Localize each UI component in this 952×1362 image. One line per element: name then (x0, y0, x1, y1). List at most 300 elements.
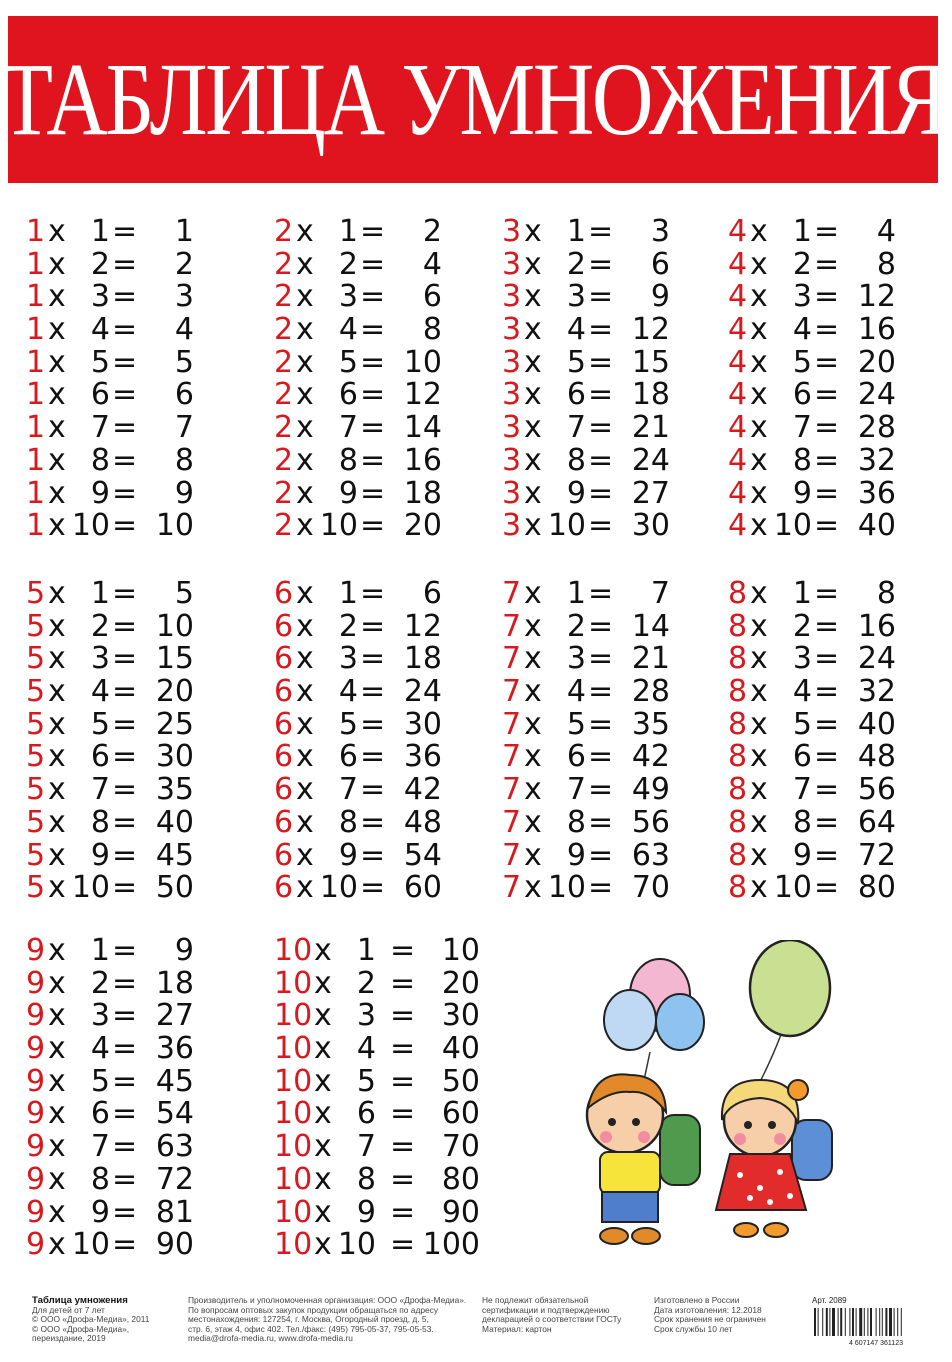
multiplier: 6 (90, 377, 110, 413)
product: 54 (403, 837, 442, 873)
factor: 7 (502, 739, 522, 775)
factor: 2 (274, 214, 294, 249)
multiplier: 8 (792, 442, 812, 478)
times-sign: x (524, 475, 542, 511)
times-sign: x (296, 804, 314, 840)
equals-sign: = (390, 1129, 416, 1165)
times-sign: x (750, 377, 768, 413)
equals-sign: = (814, 312, 840, 348)
multiplier: 2 (792, 246, 812, 282)
product: 50 (155, 870, 194, 906)
factor: 7 (502, 870, 522, 906)
title-banner (0, 16, 946, 183)
footer-line: стр. 6, этаж 4, офис 402. Тел./факс: (495) 795-05-37, 795-05-53. (188, 1323, 434, 1334)
footer-line: переиздание, 2019 (32, 1333, 106, 1344)
times-sign: x (296, 410, 314, 446)
times-sign: x (524, 706, 542, 742)
factor: 8 (728, 804, 748, 840)
times-sign: x (524, 246, 542, 282)
times-sign: x (750, 739, 768, 775)
equals-sign: = (814, 246, 840, 282)
factor: 8 (728, 706, 748, 742)
factor: 1 (26, 508, 46, 544)
factor: 2 (274, 508, 294, 544)
equals-sign: = (814, 772, 840, 808)
product: 15 (631, 344, 670, 380)
product: 40 (155, 804, 194, 840)
factor: 5 (26, 608, 46, 644)
factor: 5 (26, 576, 46, 611)
product: 20 (403, 508, 442, 544)
factor: 2 (274, 442, 294, 478)
equals-sign: = (112, 1063, 138, 1099)
product: 80 (441, 1161, 480, 1197)
product: 30 (441, 998, 480, 1034)
product: 16 (857, 312, 896, 348)
factor: 2 (274, 410, 294, 446)
times-sign: x (296, 279, 314, 315)
footer-line: декларацией о соответствии ГОСТу (482, 1314, 622, 1325)
factor: 7 (502, 837, 522, 873)
times-sign: x (48, 344, 66, 380)
product: 28 (631, 674, 670, 710)
equals-sign: = (814, 344, 840, 380)
times-sign: x (524, 739, 542, 775)
times-sign: x (296, 837, 314, 873)
equals-sign: = (112, 706, 138, 742)
equals-sign: = (360, 312, 386, 348)
product: 9 (174, 933, 194, 968)
multiplier: 8 (90, 804, 110, 840)
factor: 10 (274, 1129, 313, 1165)
product: 35 (155, 772, 194, 808)
factor: 1 (26, 214, 46, 249)
times-sign: x (48, 1194, 66, 1230)
times-sign: x (48, 870, 66, 906)
times-sign: x (524, 870, 542, 906)
multiplier: 4 (792, 312, 812, 348)
multiplier: 10 (337, 1227, 376, 1263)
equals-sign: = (390, 1161, 416, 1197)
footer-line: Производитель и уполномоченная организация: ООО «Дрофа-Медиа». (188, 1295, 467, 1305)
multiplier: 9 (338, 837, 358, 873)
factor: 1 (26, 312, 46, 348)
product: 60 (403, 870, 442, 906)
product: 30 (403, 706, 442, 742)
product: 63 (155, 1129, 194, 1165)
times-sign: x (48, 475, 66, 511)
equals-sign: = (588, 246, 614, 282)
multiplier: 7 (90, 1129, 110, 1165)
factor: 4 (728, 508, 748, 544)
multiplier: 2 (90, 246, 110, 282)
times-sign: x (750, 475, 768, 511)
factor: 4 (728, 377, 748, 413)
multiplier: 5 (356, 1063, 376, 1099)
factor: 1 (26, 442, 46, 478)
equals-sign: = (814, 475, 840, 511)
times-sign: x (296, 739, 314, 775)
footer-line: местонахождения: 127254, г. Москва, Огородный проезд, д. 5, (188, 1314, 429, 1325)
equals-sign: = (112, 312, 138, 348)
barcode-digits: 4 607147 361123 (849, 1340, 903, 1346)
equals-sign: = (814, 410, 840, 446)
product: 32 (857, 442, 896, 478)
multiplier: 4 (90, 312, 110, 348)
multiplier: 1 (90, 214, 110, 249)
equals-sign: = (588, 772, 614, 808)
product: 30 (631, 508, 670, 544)
times-sign: x (314, 965, 332, 1001)
factor: 6 (274, 739, 294, 775)
equals-sign: = (390, 933, 416, 968)
equals-sign: = (814, 837, 840, 873)
product: 27 (631, 475, 670, 511)
product: 9 (650, 279, 670, 315)
equals-sign: = (112, 576, 138, 611)
factor: 10 (274, 1031, 313, 1067)
multiplier: 10 (547, 508, 586, 544)
multiplier: 9 (792, 475, 812, 511)
equals-sign: = (112, 837, 138, 873)
times-sign: x (296, 641, 314, 677)
factor: 9 (26, 1096, 46, 1132)
equals-sign: = (814, 279, 840, 315)
multiplier: 5 (338, 706, 358, 742)
equals-sign: = (814, 377, 840, 413)
equals-sign: = (588, 608, 614, 644)
product: 12 (631, 312, 670, 348)
equals-sign: = (814, 508, 840, 544)
multiplier: 6 (356, 1096, 376, 1132)
multiplier: 1 (566, 214, 586, 249)
multiplier: 9 (90, 1194, 110, 1230)
product: 2 (422, 214, 442, 249)
times-sign: x (750, 576, 768, 611)
product: 1 (174, 214, 194, 249)
factor: 6 (274, 870, 294, 906)
factor: 7 (502, 772, 522, 808)
footer-col-certification (482, 1296, 621, 1334)
multiplier: 5 (566, 706, 586, 742)
factor: 4 (728, 312, 748, 348)
factor: 8 (728, 576, 748, 611)
equals-sign: = (112, 410, 138, 446)
children-with-balloons-illustration (570, 940, 870, 1260)
factor: 3 (502, 312, 522, 348)
product: 24 (631, 442, 670, 478)
times-sign: x (296, 214, 314, 249)
times-sign: x (524, 508, 542, 544)
multiplier: 10 (71, 870, 110, 906)
times-sign: x (48, 246, 66, 282)
product: 8 (876, 246, 896, 282)
equals-sign: = (112, 344, 138, 380)
multiplier: 9 (566, 475, 586, 511)
equals-sign: = (112, 214, 138, 249)
multiplier: 4 (338, 312, 358, 348)
product: 60 (441, 1096, 480, 1132)
factor: 5 (26, 772, 46, 808)
factor: 1 (26, 475, 46, 511)
footer-line: Для детей от 7 лет (32, 1304, 105, 1315)
multiplier: 4 (338, 674, 358, 710)
times-sign: x (524, 674, 542, 710)
factor: 5 (26, 837, 46, 873)
equals-sign: = (112, 739, 138, 775)
product: 30 (155, 739, 194, 775)
multiplier: 5 (792, 706, 812, 742)
footer-col-production (654, 1296, 766, 1334)
times-sign: x (524, 804, 542, 840)
factor: 5 (26, 804, 46, 840)
multiplier: 9 (90, 475, 110, 511)
times-sign: x (750, 246, 768, 282)
equals-sign: = (360, 576, 386, 611)
factor: 10 (274, 1161, 313, 1197)
factor: 3 (502, 214, 522, 249)
multiplier: 4 (566, 674, 586, 710)
equals-sign: = (112, 279, 138, 315)
product: 8 (422, 312, 442, 348)
product: 3 (174, 279, 194, 315)
equals-sign: = (112, 246, 138, 282)
times-sign: x (750, 344, 768, 380)
product: 20 (857, 344, 896, 380)
multiplier: 5 (792, 344, 812, 380)
factor: 4 (728, 410, 748, 446)
times-sign: x (48, 214, 66, 249)
product: 36 (155, 1031, 194, 1067)
footer-line: По вопросам оптовых закупок продукции обращаться по адресу (188, 1304, 439, 1315)
times-sign: x (48, 674, 66, 710)
product: 21 (631, 410, 670, 446)
factor: 1 (26, 344, 46, 380)
equals-sign: = (814, 214, 840, 249)
footer-line: Срок хранения не ограничен (654, 1314, 766, 1325)
multiplier: 6 (90, 1096, 110, 1132)
product: 72 (857, 837, 896, 873)
equals-sign: = (390, 1194, 416, 1230)
equals-sign: = (360, 410, 386, 446)
times-sign: x (296, 442, 314, 478)
equals-sign: = (814, 641, 840, 677)
factor: 8 (728, 739, 748, 775)
times-sign: x (48, 1063, 66, 1099)
product: 4 (876, 214, 896, 249)
multiplier: 6 (792, 377, 812, 413)
factor: 7 (502, 804, 522, 840)
footer-line: Дата изготовления: 12.2018 (654, 1304, 762, 1315)
multiplier: 8 (792, 804, 812, 840)
product: 90 (155, 1227, 194, 1263)
multiplier: 3 (90, 998, 110, 1034)
multiplier: 8 (566, 804, 586, 840)
multiplier: 7 (338, 772, 358, 808)
times-sign: x (314, 1161, 332, 1197)
factor: 5 (26, 739, 46, 775)
product: 8 (174, 442, 194, 478)
equals-sign: = (588, 344, 614, 380)
multiplier: 5 (90, 344, 110, 380)
equals-sign: = (360, 641, 386, 677)
multiplier: 7 (566, 410, 586, 446)
product: 56 (631, 804, 670, 840)
equals-sign: = (112, 772, 138, 808)
footer-line: © ООО «Дрофа-Медиа», 2011 (32, 1314, 150, 1325)
multiplier: 2 (566, 608, 586, 644)
times-sign: x (524, 279, 542, 315)
product: 20 (441, 965, 480, 1001)
factor: 7 (502, 641, 522, 677)
multiplier: 1 (792, 576, 812, 611)
times-sign: x (48, 706, 66, 742)
factor: 1 (26, 410, 46, 446)
factor: 5 (26, 641, 46, 677)
times-sign: x (314, 1227, 332, 1263)
times-sign: x (48, 1129, 66, 1165)
times-sign: x (750, 706, 768, 742)
footer-col-publication (32, 1296, 149, 1344)
equals-sign: = (588, 279, 614, 315)
equals-sign: = (588, 804, 614, 840)
times-sign: x (524, 410, 542, 446)
product: 40 (441, 1031, 480, 1067)
product: 24 (857, 377, 896, 413)
product: 70 (441, 1129, 480, 1165)
factor: 6 (274, 706, 294, 742)
multiplier: 7 (792, 410, 812, 446)
times-sign: x (296, 475, 314, 511)
factor: 8 (728, 772, 748, 808)
factor: 3 (502, 246, 522, 282)
factor: 3 (502, 279, 522, 315)
product: 70 (631, 870, 670, 906)
factor: 6 (274, 772, 294, 808)
times-sign: x (296, 312, 314, 348)
factor: 2 (274, 377, 294, 413)
factor: 7 (502, 608, 522, 644)
equals-sign: = (112, 804, 138, 840)
multiplier: 10 (319, 508, 358, 544)
times-sign: x (48, 608, 66, 644)
equals-sign: = (360, 837, 386, 873)
multiplier: 9 (90, 837, 110, 873)
product: 18 (403, 641, 442, 677)
equals-sign: = (112, 508, 138, 544)
times-sign: x (750, 279, 768, 315)
factor: 9 (26, 1129, 46, 1165)
multiplier: 10 (71, 1227, 110, 1263)
factor: 8 (728, 641, 748, 677)
multiplier: 3 (90, 641, 110, 677)
product: 16 (857, 608, 896, 644)
product: 20 (155, 674, 194, 710)
multiplier: 2 (338, 608, 358, 644)
product: 10 (155, 608, 194, 644)
equals-sign: = (360, 442, 386, 478)
equals-sign: = (588, 410, 614, 446)
multiplier: 9 (356, 1194, 376, 1230)
equals-sign: = (814, 870, 840, 906)
footer-line: Материал: картон (482, 1323, 552, 1334)
factor: 10 (274, 1063, 313, 1099)
product: 12 (403, 608, 442, 644)
product: 24 (403, 674, 442, 710)
product: 40 (857, 508, 896, 544)
equals-sign: = (112, 674, 138, 710)
product: 7 (174, 410, 194, 446)
multiplier: 4 (566, 312, 586, 348)
multiplier: 8 (338, 804, 358, 840)
times-sign: x (524, 837, 542, 873)
factor: 10 (274, 965, 313, 1001)
product: 12 (857, 279, 896, 315)
equals-sign: = (360, 279, 386, 315)
times-sign: x (314, 1031, 332, 1067)
times-sign: x (296, 344, 314, 380)
multiplier: 4 (90, 674, 110, 710)
equals-sign: = (360, 804, 386, 840)
equals-sign: = (814, 674, 840, 710)
times-sign: x (524, 214, 542, 249)
product: 21 (631, 641, 670, 677)
multiplier: 8 (338, 442, 358, 478)
equals-sign: = (360, 475, 386, 511)
factor: 5 (26, 674, 46, 710)
factor: 9 (26, 965, 46, 1001)
times-sign: x (296, 508, 314, 544)
product: 45 (155, 1063, 194, 1099)
footer-line: media@drofa-media.ru, www.drofa-media.ru (188, 1333, 353, 1344)
multiplier: 6 (338, 377, 358, 413)
product: 40 (857, 706, 896, 742)
product: 16 (403, 442, 442, 478)
times-sign: x (750, 214, 768, 249)
factor: 4 (728, 475, 748, 511)
product: 56 (857, 772, 896, 808)
factor: 5 (26, 706, 46, 742)
equals-sign: = (112, 1031, 138, 1067)
equals-sign: = (112, 641, 138, 677)
factor: 2 (274, 246, 294, 282)
multiplier: 2 (792, 608, 812, 644)
equals-sign: = (112, 1129, 138, 1165)
equals-sign: = (588, 312, 614, 348)
equals-sign: = (588, 475, 614, 511)
times-sign: x (750, 674, 768, 710)
times-sign: x (524, 608, 542, 644)
times-sign: x (48, 377, 66, 413)
product: 6 (422, 279, 442, 315)
times-sign: x (48, 965, 66, 1001)
factor: 2 (274, 475, 294, 511)
factor: 10 (274, 1096, 313, 1132)
factor: 8 (728, 674, 748, 710)
factor: 3 (502, 508, 522, 544)
product: 3 (650, 214, 670, 249)
multiplier: 3 (792, 279, 812, 315)
product: 64 (857, 804, 896, 840)
multiplier: 7 (338, 410, 358, 446)
product: 8 (876, 576, 896, 611)
product: 24 (857, 641, 896, 677)
multiplier: 7 (792, 772, 812, 808)
footer-line: сертификации и подтверждению (482, 1304, 610, 1315)
product: 54 (155, 1096, 194, 1132)
footer-line: Срок службы 10 лет (654, 1323, 733, 1334)
equals-sign: = (814, 608, 840, 644)
